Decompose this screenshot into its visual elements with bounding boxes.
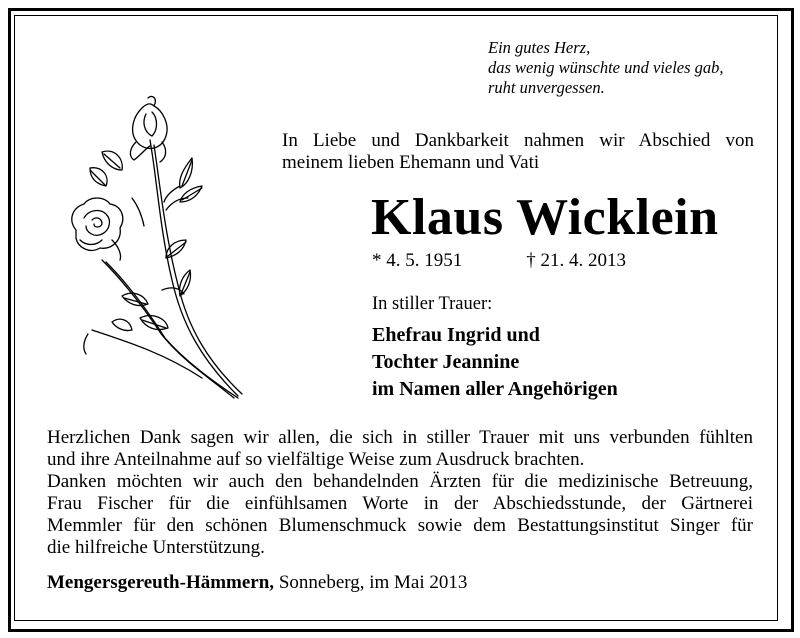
thanks-line: Memmler für den schönen Blumenschmuck sowie dem Bestattungsinstitut Singer für (47, 515, 753, 536)
thanks-paragraph (47, 471, 753, 559)
poem-line: ruht unvergessen. (488, 78, 605, 97)
life-dates (372, 250, 626, 272)
mourner-line: im Namen aller Angehörigen (372, 378, 618, 400)
thanks-line: und ihre Anteilnahme auf so vielfältige Weise zum Ausdruck brachten. (47, 449, 585, 470)
poem-line: Ein gutes Herz, (488, 38, 591, 57)
thanks-text (47, 427, 753, 559)
place-rest: Sonneberg, im Mai 2013 (274, 572, 468, 593)
death-date: † 21. 4. 2013 (526, 250, 626, 271)
poem-line: das wenig wünschte und vieles gab, (488, 58, 724, 77)
thanks-paragraph (47, 427, 753, 471)
thanks-line: Herzlichen Dank sagen wir allen, die sich in stiller Trauer mit uns verbunden fühlten (47, 427, 753, 448)
birth-date: * 4. 5. 1951 (372, 250, 463, 271)
place-date (47, 572, 467, 594)
mourner-line: Tochter Jeannine (372, 351, 520, 373)
intro-line: meinem lieben Ehemann und Vati (282, 152, 540, 173)
intro-line: In Liebe und Dankbarkeit nahmen wir Abschied von (282, 130, 754, 151)
thanks-line: die hilfreiche Unterstützung. (47, 537, 265, 558)
mourning-heading: In stiller Trauer: (372, 294, 493, 314)
intro-text (282, 130, 754, 174)
rose-illustration-icon (62, 90, 247, 402)
thanks-line: Danken möchten wir auch den behandelnden Ärzten für die medizinische Betreuung, (47, 471, 753, 492)
thanks-line: Frau Fischer für die einfühlsamen Worte in der Abschiedsstunde, der Gärtnerei (47, 493, 753, 514)
deceased-name: Klaus Wicklein (371, 189, 719, 246)
mourner-line: Ehefrau Ingrid und (372, 324, 540, 346)
poem (488, 38, 724, 98)
place-name: Mengersgereuth-Hämmern, (47, 572, 275, 593)
mourners-list (372, 322, 618, 403)
